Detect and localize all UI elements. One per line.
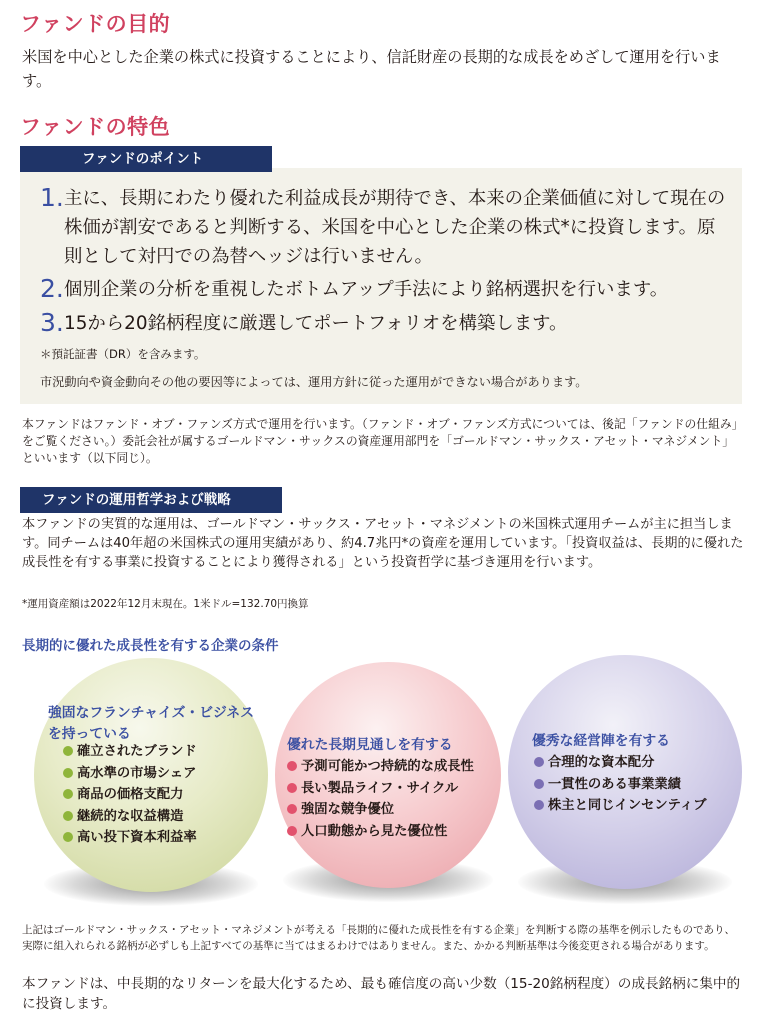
circle-1-list	[63, 741, 197, 849]
point-2	[40, 275, 728, 304]
point-number: 3.	[40, 308, 64, 337]
circle-title-line: 強固なフランチャイズ・ビジネス	[48, 705, 254, 721]
list-item: 長い製品ライフ・サイクル	[287, 778, 474, 800]
features-heading: ファンドの特色	[20, 115, 171, 139]
philosophy-footnote: *運用資産額は2022年12月末現在。1米ドル=132.70円換算	[22, 598, 309, 610]
point-3	[40, 309, 728, 338]
list-item: 高い投下資本利益率	[63, 827, 197, 849]
list-item: 株主と同じインセンティブ	[534, 795, 707, 817]
point-1	[40, 184, 728, 271]
circle-1-title	[48, 703, 254, 745]
fof-note: 本ファンドはファンド・オブ・ファンズ方式で運用を行います。（ファンド・オブ・ファンズ方式については、後記「ファンドの仕組み」をご覧ください。）委託会社が属するゴールドマン・サックスの資産運用部門を「ゴールドマン・サックス・アセット・マネジメント」といいます（以下同じ）。	[22, 417, 744, 465]
list-item: 予測可能かつ持続的な成長性	[287, 756, 474, 778]
points-footnote: ＊預託証書（DR）を含みます。	[40, 347, 206, 361]
circle-2-title	[287, 735, 453, 756]
point-text: 個別企業の分析を重視したボトムアップ手法により銘柄選択を行います。	[64, 279, 669, 300]
list-item: 一貫性のある事業業績	[534, 774, 707, 796]
list-item: 継続的な収益構造	[63, 806, 197, 828]
list-item: 高水準の市場シェア	[63, 763, 197, 785]
circle-title-line: を持っている	[48, 726, 131, 742]
circle-2-list	[287, 756, 474, 842]
points-note: 市況動向や資金動向その他の要因等によっては、運用方針に従った運用ができない場合があります。	[40, 375, 588, 389]
point-number: 1.	[40, 183, 64, 212]
philosophy-text: 本ファンドの実質的な運用は、ゴールドマン・サックス・アセット・マネジメントの米国株式運用チームが主に担当します。同チームは40年超の米国株式の運用実績があり、約4.7兆円*の資産を運用しています。「投資収益は、長期的に優れた成長性を有する事業に投資することにより獲得される」という投資哲学に基づき運用を行います。	[22, 517, 744, 570]
list-item: 合理的な資本配分	[534, 752, 707, 774]
point-text: 15から20銘柄程度に厳選してポートフォリオを構築します。	[64, 313, 568, 334]
list-item: 強固な競争優位	[287, 799, 474, 821]
circle-title-line: 優れた長期見通しを有する	[287, 737, 453, 753]
list-item: 商品の価格支配力	[63, 784, 197, 806]
purpose-heading: ファンドの目的	[20, 12, 171, 36]
circle-3-list	[534, 752, 707, 817]
conditions-title: 長期的に優れた成長性を有する企業の条件	[22, 638, 279, 654]
list-item: 確立されたブランド	[63, 741, 197, 763]
points-bar: ファンドのポイント	[20, 146, 272, 172]
point-text: 主に、長期にわたり優れた利益成長が期待でき、本来の企業価値に対して現在の株価が割安であると判断する、米国を中心とした企業の株式*に投資します。原則として対円での為替ヘッジは行いません。	[64, 188, 726, 267]
purpose-text: 米国を中心とした企業の株式に投資することにより、信託財産の長期的な成長をめざして運用を行います。	[22, 48, 721, 90]
circle-title-line: 優秀な経営陣を有する	[532, 733, 670, 749]
circle-3-title	[532, 731, 670, 752]
disclaimer: 上記はゴールドマン・サックス・アセット・マネジメントが考える「長期的に優れた成長性を有する企業」を判断する際の基準を例示したものであり、実際に組入れられる銘柄が必ずしも上記すべての基準に当てはまるわけではありません。また、かかる判断基準は今後変更される場合があります。	[22, 924, 736, 952]
point-number: 2.	[40, 274, 64, 303]
points-box	[20, 168, 742, 404]
closing-text: 本ファンドは、中長期的なリターンを最大化するため、最も確信度の高い少数（15-20銘柄程度）の成長銘柄に集中的に投資します。	[22, 976, 741, 1012]
philosophy-bar: ファンドの運用哲学および戦略	[20, 487, 282, 513]
list-item: 人口動態から見た優位性	[287, 821, 474, 843]
